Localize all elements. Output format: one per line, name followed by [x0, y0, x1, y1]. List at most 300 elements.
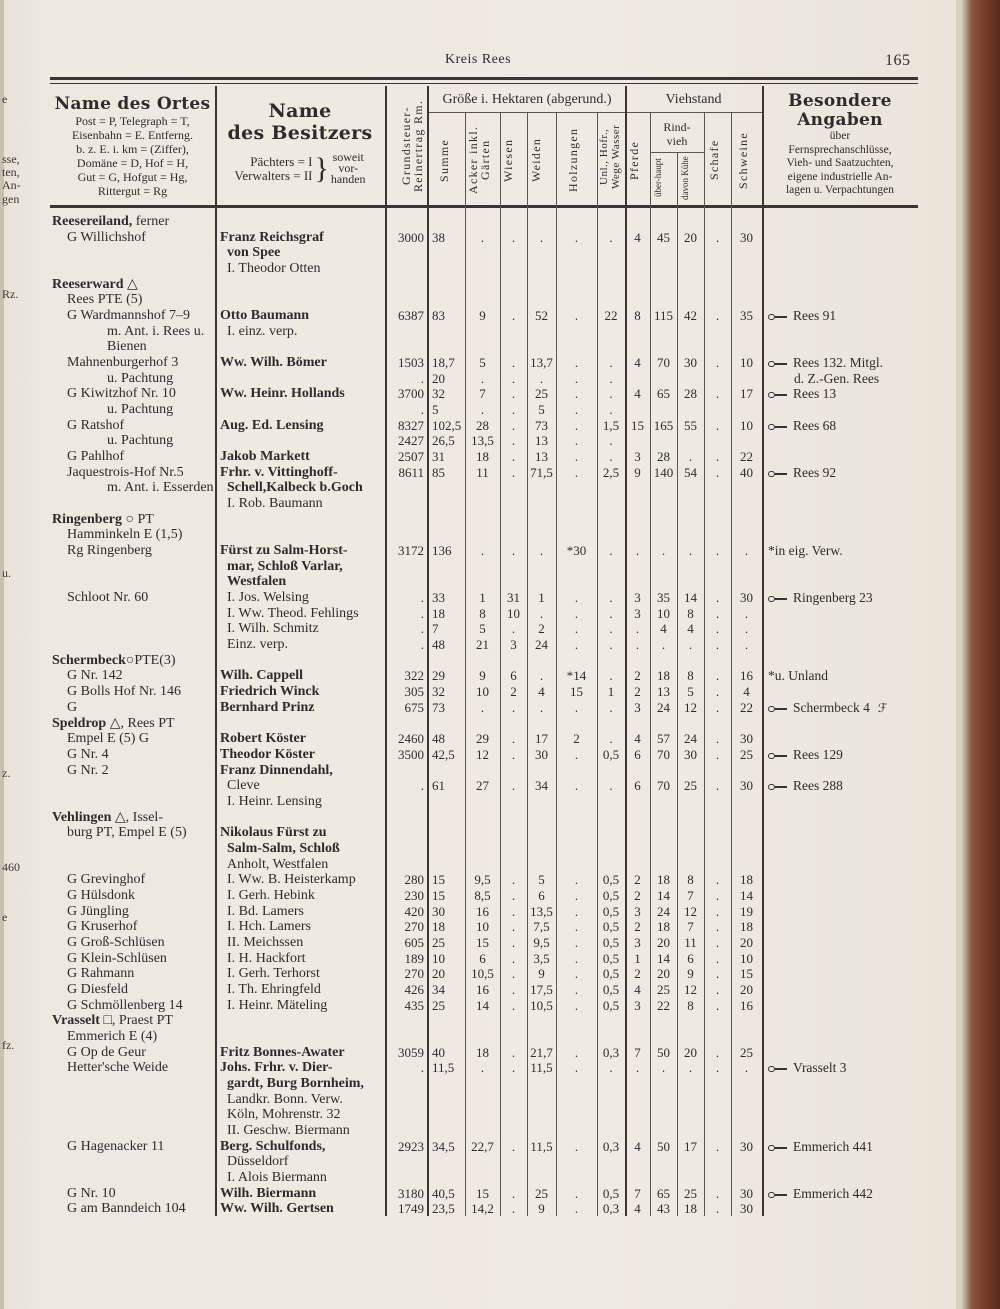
- cell-rindvieh-gesamt: [650, 1107, 677, 1123]
- cell-pferde: 6: [634, 778, 641, 794]
- place-name: [50, 324, 215, 340]
- cell-schafe: [704, 261, 731, 277]
- cell-acker: 29: [476, 731, 489, 747]
- cell-wiesen: 3: [510, 637, 517, 653]
- cell-acker: [465, 857, 500, 873]
- place-name: [50, 857, 215, 873]
- header-col-acker: Acker inkl. Gärten: [466, 125, 492, 195]
- notes: [762, 841, 918, 857]
- place-name: [50, 1154, 215, 1170]
- cell-holzungen: .: [574, 370, 579, 386]
- cell-weiden: [527, 1013, 556, 1029]
- cell-summe: [427, 1154, 465, 1170]
- place-name: [50, 386, 215, 402]
- notes: [762, 872, 918, 888]
- cell-schafe: .: [715, 1060, 720, 1076]
- notes: [762, 763, 918, 779]
- cell-grundsteuer: 8327: [398, 417, 424, 433]
- cell-schafe: .: [715, 966, 720, 982]
- cell-pferde: .: [635, 543, 640, 559]
- cell-rindvieh-gesamt: 70: [657, 355, 670, 371]
- cell-kuehe: [677, 512, 704, 528]
- header-livestock-group: Viehstand: [665, 92, 722, 107]
- cell-holzungen: [556, 214, 597, 230]
- cell-pferde: [625, 841, 650, 857]
- table-row: [50, 496, 918, 512]
- cell-holzungen: *14: [566, 668, 587, 684]
- cell-grundsteuer: [385, 825, 427, 841]
- telephone-icon: [768, 783, 788, 791]
- cell-grundsteuer: 1503: [398, 355, 424, 371]
- table-row: [50, 230, 918, 246]
- owner-name: [215, 810, 385, 826]
- cell-wiesen: .: [511, 699, 516, 715]
- cell-schafe: .: [715, 1138, 720, 1154]
- cell-grundsteuer: 3059: [398, 1044, 424, 1060]
- cell-holzungen: .: [574, 699, 579, 715]
- cell-kuehe: [677, 653, 704, 669]
- table-row: [50, 794, 918, 810]
- cell-holzungen: .: [574, 605, 579, 621]
- cell-unland: [597, 574, 625, 590]
- place-name: [50, 716, 215, 732]
- cell-kuehe: [677, 841, 704, 857]
- notes: [762, 512, 918, 528]
- table-row: [50, 951, 918, 967]
- place-name: [50, 825, 215, 841]
- cell-schweine: [731, 512, 762, 528]
- cell-weiden: 21,7: [530, 1044, 553, 1060]
- cell-schweine: [731, 496, 762, 512]
- cell-kuehe: 30: [684, 746, 697, 762]
- cell-schafe: .: [715, 746, 720, 762]
- table-row: [50, 747, 918, 763]
- cell-schweine: 25: [740, 1044, 753, 1060]
- cell-pferde: [625, 794, 650, 810]
- cell-acker: 8,5: [474, 887, 491, 903]
- owner-name: [215, 433, 385, 449]
- place-name-text: G Nr. 10: [67, 1185, 116, 1201]
- cell-grundsteuer: [385, 245, 427, 261]
- table-row: [50, 371, 918, 387]
- owner-name: Ww. Wilh. Gertsen: [220, 1201, 334, 1217]
- cell-schweine: [731, 402, 762, 418]
- cell-kuehe: [677, 763, 704, 779]
- cell-kuehe: [677, 371, 704, 387]
- cell-pferde: [625, 1092, 650, 1108]
- table-row: [50, 621, 918, 637]
- table-row: [50, 857, 918, 873]
- cell-wiesen: .: [511, 308, 516, 324]
- cell-rindvieh-gesamt: [650, 810, 677, 826]
- cell-summe: [427, 324, 465, 340]
- cell-wiesen: [500, 339, 527, 355]
- cell-schweine: [731, 245, 762, 261]
- cell-grundsteuer: [385, 1154, 427, 1170]
- cell-schafe: [704, 277, 731, 293]
- header-bottom-rule: [50, 205, 918, 208]
- cell-unland: [597, 1170, 625, 1186]
- table-row: [50, 841, 918, 857]
- place-name-text: G Rahmann: [67, 966, 135, 982]
- cell-summe: [427, 214, 465, 230]
- cell-summe: 73: [432, 699, 445, 715]
- cell-schweine: 30: [740, 731, 753, 747]
- cell-grundsteuer: [385, 1076, 427, 1092]
- cell-pferde: .: [635, 621, 640, 637]
- table-row: [50, 559, 918, 575]
- cell-grundsteuer: 6387: [398, 308, 424, 324]
- cell-grundsteuer: .: [420, 1060, 424, 1076]
- cell-schweine: 20: [740, 981, 753, 997]
- cell-wiesen: [500, 292, 527, 308]
- cell-grundsteuer: 189: [404, 950, 424, 966]
- cell-schafe: .: [715, 684, 720, 700]
- cell-rindvieh-gesamt: 22: [657, 997, 670, 1013]
- cell-schweine: [731, 214, 762, 230]
- cell-holzungen: [556, 339, 597, 355]
- cell-unland: [597, 857, 625, 873]
- notes: [762, 465, 918, 481]
- owner-name: [215, 277, 385, 293]
- cell-schafe: [704, 339, 731, 355]
- cell-pferde: 4: [634, 731, 641, 747]
- cell-unland: .: [609, 229, 613, 245]
- owner-name: I. Ww. Theod. Fehlings: [227, 605, 359, 621]
- place-name-text: △: [123, 276, 138, 292]
- cell-grundsteuer: 280: [404, 872, 424, 888]
- place-name-bold: Reesereiland,: [52, 214, 133, 229]
- cell-kuehe: [677, 261, 704, 277]
- cell-holzungen: [556, 1013, 597, 1029]
- cell-schafe: .: [715, 637, 720, 653]
- cell-acker: [465, 480, 500, 496]
- cell-pferde: [625, 1013, 650, 1029]
- table-row: [50, 904, 918, 920]
- cell-holzungen: [556, 496, 597, 512]
- cell-weiden: 73: [535, 417, 548, 433]
- cell-weiden: .: [539, 668, 544, 684]
- cell-weiden: [527, 1029, 556, 1045]
- place-name: [50, 433, 215, 449]
- place-name: [50, 919, 215, 935]
- cell-weiden: 5: [538, 402, 545, 418]
- owner-name: Theodor Köster: [220, 746, 316, 762]
- header-col-summe: Summe: [437, 138, 451, 182]
- cell-holzungen: .: [574, 433, 579, 449]
- cell-holzungen: .: [574, 590, 579, 606]
- cell-weiden: .: [539, 229, 544, 245]
- cell-pferde: [625, 433, 650, 449]
- cell-acker: [465, 1107, 500, 1123]
- cell-pferde: [625, 496, 650, 512]
- cell-unland: .: [609, 370, 613, 386]
- notes: [762, 1060, 918, 1076]
- owner-name: I. Wilh. Schmitz: [227, 621, 319, 637]
- cell-grundsteuer: 420: [404, 903, 424, 919]
- cell-schafe: .: [715, 981, 720, 997]
- cell-rindvieh-gesamt: [650, 324, 677, 340]
- owner-name: Fritz Bonnes-Awater: [220, 1044, 345, 1060]
- cell-acker: 5: [479, 355, 486, 371]
- cell-wiesen: .: [511, 981, 516, 997]
- cell-summe: 15: [432, 872, 445, 888]
- place-name: [50, 355, 215, 371]
- cell-pferde: [625, 339, 650, 355]
- cell-holzungen: *30: [566, 543, 587, 559]
- header-col-unland: Unl., Hofr., Wege Wasser: [598, 124, 622, 190]
- cell-summe: 26,5: [432, 433, 455, 449]
- notes: [762, 1029, 918, 1045]
- notes: [762, 982, 918, 998]
- cell-unland: .: [609, 355, 613, 371]
- header-notes-title: Besondere: [788, 91, 892, 111]
- notes: [762, 653, 918, 669]
- cell-acker: [465, 825, 500, 841]
- cell-schweine: [731, 261, 762, 277]
- cell-schafe: [704, 716, 731, 732]
- cell-acker: [465, 512, 500, 528]
- cell-schweine: [731, 292, 762, 308]
- table-row: [50, 935, 918, 951]
- cell-schafe: .: [715, 543, 720, 559]
- telephone-icon: [768, 1144, 788, 1152]
- cell-schweine: .: [744, 637, 749, 653]
- margin-fragment: ten,: [2, 165, 20, 179]
- cell-holzungen: [556, 574, 597, 590]
- cell-acker: 12: [476, 746, 489, 762]
- notes: [762, 308, 918, 324]
- cell-unland: 0,5: [602, 981, 620, 997]
- cell-kuehe: 25: [684, 1185, 697, 1201]
- cell-unland: [597, 763, 625, 779]
- owner-name: Frhr. v. Vittinghoff-: [220, 464, 338, 480]
- table-row: [50, 590, 918, 606]
- breeding-symbol-icon: ℱ: [877, 700, 888, 715]
- cell-wiesen: .: [511, 903, 516, 919]
- owner-name: [215, 292, 385, 308]
- place-name-text: m. Ant. i. Esserden: [107, 480, 214, 496]
- owner-name: gardt, Burg Bornheim,: [227, 1075, 364, 1091]
- place-name-text: G Hagenacker 11: [67, 1138, 165, 1154]
- owner-name: [215, 527, 385, 543]
- notes: [762, 418, 918, 434]
- cell-grundsteuer: [385, 716, 427, 732]
- cell-schafe: [704, 559, 731, 575]
- cell-acker: 10,5: [471, 966, 494, 982]
- cell-weiden: [527, 245, 556, 261]
- cell-wiesen: [500, 1013, 527, 1029]
- notes: [762, 574, 918, 590]
- cell-schafe: [704, 433, 731, 449]
- cell-holzungen: [556, 324, 597, 340]
- margin-fragment: u.: [2, 566, 11, 580]
- cell-rindvieh-gesamt: [650, 794, 677, 810]
- notes: [762, 527, 918, 543]
- header-notes-line: über: [829, 130, 851, 142]
- cell-kuehe: 12: [684, 981, 697, 997]
- cell-grundsteuer: [385, 574, 427, 590]
- cell-weiden: [527, 339, 556, 355]
- notes: [762, 559, 918, 575]
- owner-name: Aug. Ed. Lensing: [220, 417, 324, 433]
- cell-unland: [597, 559, 625, 575]
- cell-kuehe: [677, 1013, 704, 1029]
- table-row: [50, 606, 918, 622]
- cell-wiesen: .: [511, 449, 516, 465]
- cell-acker: [465, 653, 500, 669]
- cell-wiesen: [500, 1107, 527, 1123]
- place-name-text: G Kiwitzhof Nr. 10: [67, 386, 176, 402]
- table-row: [50, 245, 918, 261]
- cell-wiesen: [500, 810, 527, 826]
- cell-unland: [597, 1154, 625, 1170]
- cell-rindvieh-gesamt: 65: [657, 1185, 670, 1201]
- cell-grundsteuer: [385, 653, 427, 669]
- notes: [762, 386, 918, 402]
- cell-weiden: [527, 1123, 556, 1139]
- cell-weiden: 11,5: [530, 1060, 553, 1076]
- cell-schafe: .: [715, 229, 720, 245]
- cell-rindvieh-gesamt: .: [661, 1060, 666, 1076]
- table-row: [50, 966, 918, 982]
- cell-pferde: 4: [634, 229, 641, 245]
- cell-kuehe: 24: [684, 731, 697, 747]
- header-place: [50, 86, 215, 205]
- cell-grundsteuer: 675: [404, 699, 424, 715]
- cell-pferde: [625, 1123, 650, 1139]
- cell-unland: [597, 1013, 625, 1029]
- cell-rindvieh-gesamt: [650, 245, 677, 261]
- cell-holzungen: [556, 653, 597, 669]
- place-name-text: G am Banndeich 104: [67, 1201, 186, 1217]
- cell-pferde: [625, 653, 650, 669]
- place-name: [50, 810, 215, 826]
- cell-grundsteuer: [385, 292, 427, 308]
- cell-wiesen: [500, 1076, 527, 1092]
- notes: [762, 716, 918, 732]
- cell-weiden: [527, 1170, 556, 1186]
- cell-pferde: 3: [634, 699, 641, 715]
- cell-unland: .: [609, 433, 613, 449]
- header-notes-title: Angaben: [797, 110, 883, 130]
- owner-name: I. Jos. Welsing: [227, 590, 309, 606]
- cell-weiden: .: [539, 699, 544, 715]
- cell-unland: 2,5: [602, 464, 620, 480]
- place-name: [50, 1076, 215, 1092]
- cell-pferde: [625, 763, 650, 779]
- cell-acker: 27: [476, 778, 489, 794]
- cell-kuehe: 54: [684, 464, 697, 480]
- cell-schafe: .: [715, 731, 720, 747]
- brace-text: vor-: [338, 161, 359, 175]
- table-row: [50, 1076, 918, 1092]
- cell-pferde: 3: [634, 934, 641, 950]
- cell-wiesen: [500, 559, 527, 575]
- header-notes: [762, 86, 918, 205]
- notes: [762, 700, 918, 717]
- cell-wiesen: [500, 277, 527, 293]
- cell-grundsteuer: 3000: [398, 229, 424, 245]
- cell-grundsteuer: 2507: [398, 449, 424, 465]
- cell-wiesen: .: [511, 386, 516, 402]
- cell-unland: 0,5: [602, 1185, 620, 1201]
- cell-holzungen: .: [574, 919, 579, 935]
- cell-acker: [465, 574, 500, 590]
- cell-holzungen: .: [574, 464, 579, 480]
- cell-schweine: 14: [740, 887, 753, 903]
- notes: [762, 1076, 918, 1092]
- table-row: [50, 418, 918, 434]
- table-row: [50, 684, 918, 700]
- cell-weiden: [527, 559, 556, 575]
- cell-wiesen: .: [511, 417, 516, 433]
- cell-summe: 85: [432, 464, 445, 480]
- cell-wiesen: .: [511, 1044, 516, 1060]
- tenant-legend: Pächters = I: [250, 153, 313, 169]
- cell-holzungen: [556, 277, 597, 293]
- cell-grundsteuer: 2427: [398, 433, 424, 449]
- cell-summe: [427, 292, 465, 308]
- owner-name: I. Theodor Otten: [227, 261, 321, 277]
- place-name-text: G Nr. 142: [67, 668, 123, 684]
- cell-wiesen: .: [511, 621, 516, 637]
- cell-unland: 0,5: [602, 966, 620, 982]
- cell-unland: .: [609, 386, 613, 402]
- cell-acker: 15: [476, 1185, 489, 1201]
- cell-weiden: 13: [535, 449, 548, 465]
- notes-text: d. Z.-Gen. Rees: [794, 370, 880, 386]
- cell-schweine: .: [744, 605, 749, 621]
- header-cattle-group: Rind-vieh: [663, 120, 691, 148]
- owner-name: Landkr. Bonn. Verw.: [227, 1091, 343, 1107]
- place-name-text: Emmerich E (4): [67, 1028, 158, 1044]
- notes: [762, 245, 918, 261]
- cell-holzungen: .: [574, 950, 579, 966]
- table-row: [50, 527, 918, 543]
- cell-rindvieh-gesamt: 14: [657, 950, 670, 966]
- header-col-pferde: Pferde: [627, 140, 641, 180]
- cell-unland: [597, 1123, 625, 1139]
- cell-grundsteuer: [385, 261, 427, 277]
- place-name: [50, 1060, 215, 1076]
- cell-wiesen: [500, 574, 527, 590]
- notes: [762, 935, 918, 951]
- cell-grundsteuer: .: [420, 637, 424, 653]
- cell-schafe: .: [715, 997, 720, 1013]
- cell-summe: 23,5: [432, 1201, 455, 1217]
- margin-fragment: z.: [2, 766, 11, 780]
- cell-holzungen: .: [574, 1201, 579, 1217]
- owner-name: [215, 716, 385, 732]
- cell-acker: [465, 841, 500, 857]
- cell-grundsteuer: 305: [404, 684, 424, 700]
- header-col-kuehe: davon Kühe: [680, 156, 690, 200]
- place-name: [50, 277, 215, 293]
- cell-rindvieh-gesamt: 65: [657, 386, 670, 402]
- cell-summe: [427, 559, 465, 575]
- cell-summe: 136: [432, 543, 452, 559]
- telephone-icon: [768, 595, 788, 603]
- place-name-bold: Ringenberg: [52, 511, 122, 527]
- cell-kuehe: [677, 496, 704, 512]
- cell-summe: [427, 1092, 465, 1108]
- cell-acker: [465, 496, 500, 512]
- cell-holzungen: .: [574, 386, 579, 402]
- place-name-text: G Willichshof: [67, 229, 146, 245]
- cell-acker: [465, 261, 500, 277]
- cell-rindvieh-gesamt: [650, 1076, 677, 1092]
